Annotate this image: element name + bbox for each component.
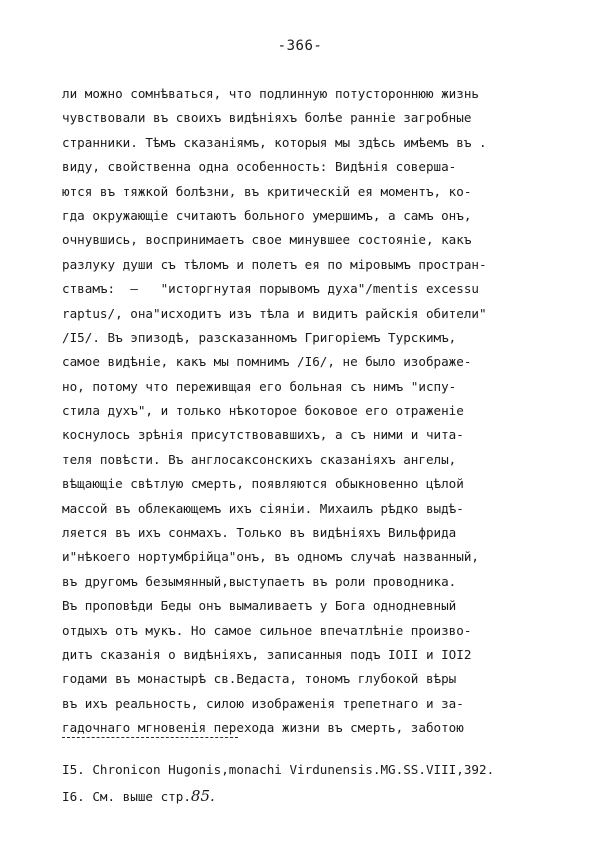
text-line-13: но, потому что переживщая его больная съ нимъ "испу- <box>62 378 457 394</box>
text-line-4: виду, свойственна одна особенность: Видѣнія соверша- <box>62 159 457 175</box>
text-line-24: дитъ сказанія о видѣніяхъ, записанныя подъ IOII и IOI2 <box>62 646 472 662</box>
text-line-7: очнувшись, воспринимаетъ свое минувшее состояніе, какъ <box>62 232 472 248</box>
text-line-11: /I5/. Въ эпизодѣ, разсказанномъ Григоріемъ Турскимъ, <box>62 329 457 345</box>
footnote-divider <box>62 737 238 738</box>
text-line-8: разлуку души съ тѣломъ и полетъ ея по міровымъ простран- <box>62 256 487 272</box>
text-line-27: гадочнаго мгновенія перехода жизни въ смерть, заботою <box>62 720 464 736</box>
text-line-10: raptus/, она"исходитъ изъ тѣла и видитъ райскія обители" <box>62 305 487 321</box>
text-line-23: отдыхъ отъ мукъ. Но самое сильное впечатлѣніе произво- <box>62 622 472 638</box>
text-line-6: гда окружающіе считаютъ больного умершимъ, а самъ онъ, <box>62 207 472 223</box>
text-line-5: ются въ тяжкой болѣзни, въ критическій ея моментъ, ко- <box>62 183 472 199</box>
text-line-15: коснулось зрѣнія присутствовавшихъ, а съ ними и чита- <box>62 427 464 443</box>
text-line-16: теля повѣсти. Въ англосаксонскихъ сказаніяхъ ангелы, <box>62 451 457 467</box>
text-line-22: Въ проповѣди Беды онъ вымаливаетъ у Бога однодневный <box>62 598 457 614</box>
text-line-19: ляется въ ихъ сонмахъ. Только въ видѣніяхъ Вильфрида <box>62 525 457 541</box>
footnotes <box>62 756 552 810</box>
text-line-3: странники. Тѣмъ сказаніямъ, которыя мы здѣсь имѣемъ въ . <box>62 134 487 150</box>
text-line-9: ствамъ: — "исторгнутая порывомъ духа"/mentis excessu <box>62 281 480 297</box>
text-line-25: годами въ монастырѣ св.Ведаста, тономъ глубокой вѣры <box>62 671 457 687</box>
text-line-1: ли можно сомнѣваться, что подлинную потустороннюю жизнь <box>62 86 480 101</box>
text-line-2: чувствовали въ своихъ видѣніяхъ болѣе раннiе загробные <box>62 110 472 126</box>
footnote-16 <box>62 783 552 810</box>
text-line-18: массой въ облекающемъ ихъ сіяніи. Михаилъ рѣдко выдѣ- <box>62 500 464 516</box>
footnote-15 <box>62 756 552 783</box>
footnote-16-text: I6. См. выше стр. <box>62 789 191 804</box>
handwritten-page-ref: 85. <box>190 787 215 805</box>
footnote-15-text: I5. Chronicon Hugonis,monachi Virdunensis.MG.SS.VIII,392. <box>62 762 495 777</box>
text-line-14: стила духъ", и только нѣкоторое боковое его отраженіе <box>62 403 464 419</box>
body-text <box>62 82 542 741</box>
page-number: -366- <box>277 38 323 54</box>
text-line-20: и"нѣкоего нортумбрійца"онъ, въ одномъ случаѣ названный, <box>62 549 480 565</box>
text-line-21: въ другомъ безымянный,выступаетъ въ роли проводника. <box>62 573 457 589</box>
text-line-17: вѣщающіе свѣтлую смерть, появляются обыкновенно цѣлой <box>62 476 464 492</box>
text-line-26: въ ихъ реальность, силою изображенія трепетнаго и за- <box>62 695 464 711</box>
text-line-12: самое видѣніе, какъ мы помнимъ /I6/, не было изображе- <box>62 354 472 370</box>
